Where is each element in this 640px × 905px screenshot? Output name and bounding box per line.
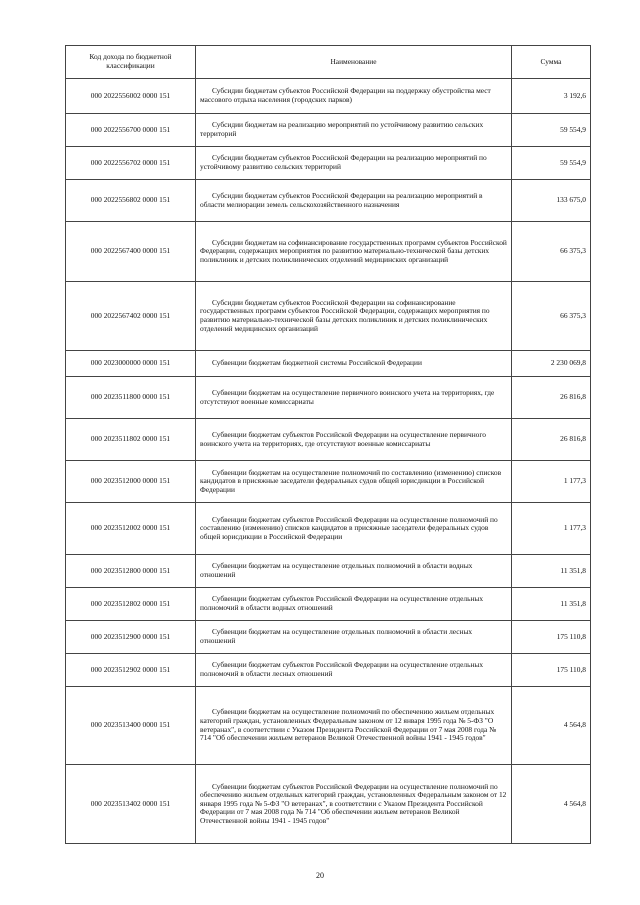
cell-sum: 26 816,8 bbox=[512, 419, 591, 461]
column-header-code: Код дохода по бюджетной классификации bbox=[66, 46, 196, 79]
table-row bbox=[66, 282, 591, 351]
cell-code: 000 2022556002 0000 151 bbox=[66, 79, 196, 114]
table-row bbox=[66, 687, 591, 765]
cell-code: 000 2022567400 0000 151 bbox=[66, 222, 196, 282]
cell-sum: 1 177,3 bbox=[512, 503, 591, 555]
cell-name: Субсидии бюджетам субъектов Российской Федерации на поддержку обустройства мест массового отдыха населения (городских парков) bbox=[196, 79, 512, 114]
table-row bbox=[66, 461, 591, 503]
cell-code: 000 2022556802 0000 151 bbox=[66, 180, 196, 222]
cell-code: 000 2023512902 0000 151 bbox=[66, 654, 196, 687]
table-header-row bbox=[66, 46, 591, 79]
cell-sum: 175 110,8 bbox=[512, 621, 591, 654]
cell-name: Субсидии бюджетам на софинансирование государственных программ субъектов Российской Федерации, содержащих мероприятия по развитию материально-технической базы детских поликлиник и детских поликлинических отделений медицинских организаций bbox=[196, 222, 512, 282]
cell-code: 000 2023000000 0000 151 bbox=[66, 351, 196, 377]
cell-code: 000 2023511800 0000 151 bbox=[66, 377, 196, 419]
cell-code: 000 2022567402 0000 151 bbox=[66, 282, 196, 351]
cell-code: 000 2023513400 0000 151 bbox=[66, 687, 196, 765]
cell-sum: 175 110,8 bbox=[512, 654, 591, 687]
table-row bbox=[66, 765, 591, 844]
cell-code: 000 2023512000 0000 151 bbox=[66, 461, 196, 503]
column-header-name: Наименование bbox=[196, 46, 512, 79]
table-row bbox=[66, 180, 591, 222]
budget-revenue-table bbox=[65, 45, 591, 844]
cell-name: Субвенции бюджетам субъектов Российской Федерации на осуществление отдельных полномочий в области водных отношений bbox=[196, 588, 512, 621]
cell-name: Субвенции бюджетам на осуществление полномочий по обеспечению жильем отдельных категорий граждан, установленных Федеральным законом от 12 января 1995 года № 5-ФЗ "О ветеранах", в соответствии с Указом Президента Российской Федерации от 7 мая 2008 года № 714 "Об обеспечении жильем ветеранов Великой Отечественной войны 1941 - 1945 годов" bbox=[196, 687, 512, 765]
cell-sum: 59 554,9 bbox=[512, 114, 591, 147]
cell-name: Субвенции бюджетам на осуществление полномочий по составлению (изменению) списков кандидатов в присяжные заседатели федеральных судов общей юрисдикции в Российской Федерации bbox=[196, 461, 512, 503]
table-row bbox=[66, 503, 591, 555]
cell-name: Субвенции бюджетам субъектов Российской Федерации на осуществление полномочий по составлению (изменению) списков кандидатов в присяжные заседатели федеральных судов общей юрисдикции в Российской Федерации bbox=[196, 503, 512, 555]
cell-sum: 11 351,8 bbox=[512, 555, 591, 588]
cell-name: Субвенции бюджетам на осуществление отдельных полномочий в области лесных отношений bbox=[196, 621, 512, 654]
cell-name: Субвенции бюджетам бюджетной системы Российской Федерации bbox=[196, 351, 512, 377]
table-row bbox=[66, 377, 591, 419]
cell-sum: 133 675,0 bbox=[512, 180, 591, 222]
cell-name: Субсидии бюджетам субъектов Российской Федерации на софинансирование государственных программ субъектов Российской Федерации, содержащих мероприятия по развитию материально-технической базы детских поликлиник и детских поликлинических отделений медицинских организаций bbox=[196, 282, 512, 351]
cell-sum: 4 564,8 bbox=[512, 687, 591, 765]
cell-sum: 66 375,3 bbox=[512, 282, 591, 351]
cell-sum: 3 192,6 bbox=[512, 79, 591, 114]
cell-sum: 11 351,8 bbox=[512, 588, 591, 621]
table-row bbox=[66, 621, 591, 654]
table-row bbox=[66, 79, 591, 114]
table-row bbox=[66, 654, 591, 687]
cell-code: 000 2022556702 0000 151 bbox=[66, 147, 196, 180]
table-body bbox=[66, 79, 591, 844]
cell-code: 000 2023512900 0000 151 bbox=[66, 621, 196, 654]
cell-sum: 26 816,8 bbox=[512, 377, 591, 419]
cell-sum: 1 177,3 bbox=[512, 461, 591, 503]
table-row bbox=[66, 588, 591, 621]
cell-code: 000 2022556700 0000 151 bbox=[66, 114, 196, 147]
cell-code: 000 2023512800 0000 151 bbox=[66, 555, 196, 588]
cell-sum: 2 230 069,8 bbox=[512, 351, 591, 377]
cell-code: 000 2023513402 0000 151 bbox=[66, 765, 196, 844]
cell-name: Субвенции бюджетам субъектов Российской Федерации на осуществление отдельных полномочий в области лесных отношений bbox=[196, 654, 512, 687]
cell-name: Субвенции бюджетам на осуществление первичного воинского учета на территориях, где отсутствуют военные комиссариаты bbox=[196, 377, 512, 419]
cell-name: Субвенции бюджетам субъектов Российской Федерации на осуществление первичного воинского учета на территориях, где отсутствуют военные комиссариаты bbox=[196, 419, 512, 461]
column-header-sum: Сумма bbox=[512, 46, 591, 79]
table-row bbox=[66, 222, 591, 282]
cell-name: Субсидии бюджетам субъектов Российской Федерации на реализацию мероприятий по устойчивому развитию сельских территорий bbox=[196, 147, 512, 180]
cell-name: Субвенции бюджетам на осуществление отдельных полномочий в области водных отношений bbox=[196, 555, 512, 588]
cell-sum: 66 375,3 bbox=[512, 222, 591, 282]
cell-code: 000 2023512002 0000 151 bbox=[66, 503, 196, 555]
table-row bbox=[66, 419, 591, 461]
cell-name: Субсидии бюджетам на реализацию мероприятий по устойчивому развитию сельских территорий bbox=[196, 114, 512, 147]
cell-name: Субвенции бюджетам субъектов Российской Федерации на осуществление полномочий по обеспечению жильем отдельных категорий граждан, установленных Федеральным законом от 12 января 1995 года № 5-ФЗ "О ветеранах", в соответствии с Указом Президента Российской Федерации от 7 мая 2008 года № 714 "Об обеспечении жильем ветеранов Великой Отечественной войны 1941 - 1945 годов" bbox=[196, 765, 512, 844]
cell-sum: 4 564,8 bbox=[512, 765, 591, 844]
cell-name: Субсидии бюджетам субъектов Российской Федерации на реализацию мероприятий в области мелиорации земель сельскохозяйственного назначения bbox=[196, 180, 512, 222]
table-row bbox=[66, 351, 591, 377]
table-row bbox=[66, 555, 591, 588]
page-number: 20 bbox=[316, 871, 324, 880]
cell-code: 000 2023511802 0000 151 bbox=[66, 419, 196, 461]
cell-sum: 59 554,9 bbox=[512, 147, 591, 180]
table-row bbox=[66, 114, 591, 147]
cell-code: 000 2023512802 0000 151 bbox=[66, 588, 196, 621]
table-row bbox=[66, 147, 591, 180]
